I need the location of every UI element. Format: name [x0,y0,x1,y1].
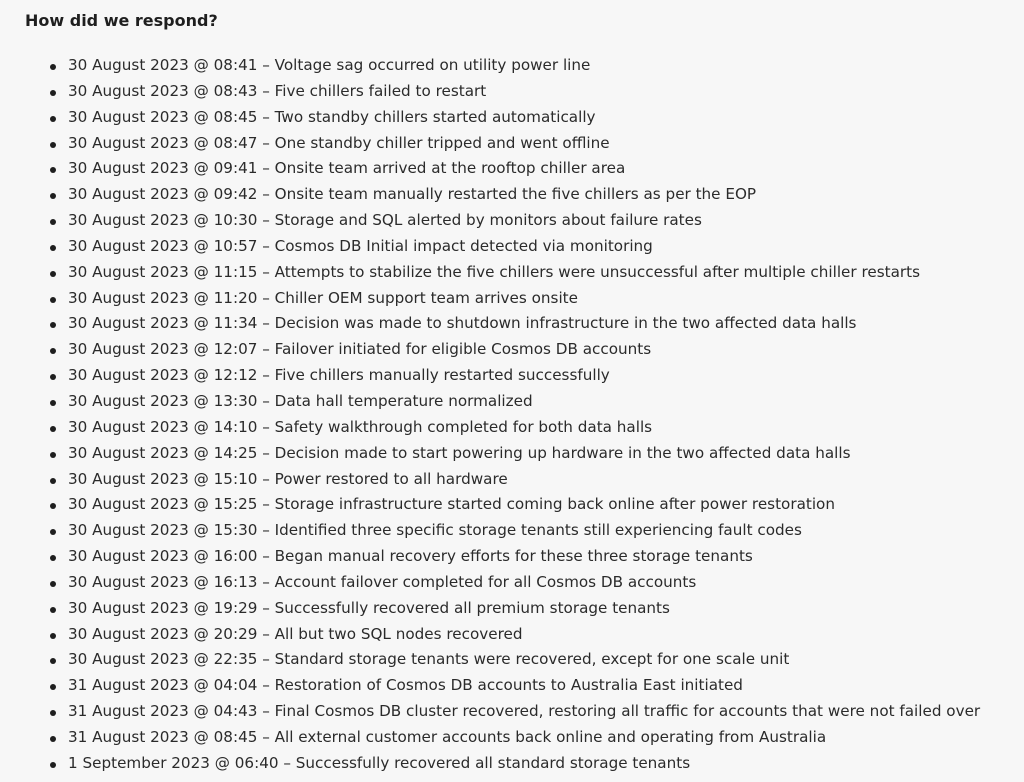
bullet-icon [50,193,56,199]
timeline-item [25,725,1024,751]
timeline-item-text: 30 August 2023 @ 12:12 – Five chillers manually restarted successfully [68,366,610,385]
timeline-item [25,647,1024,673]
timeline-item-text: 31 August 2023 @ 04:43 – Final Cosmos DB cluster recovered, restoring all traffic for accounts that were not failed over [68,702,981,721]
timeline-item-text: 1 September 2023 @ 06:40 – Successfully recovered all standard storage tenants [68,753,691,772]
bullet-icon [50,400,56,406]
timeline-item [25,622,1024,648]
bullet-icon [50,762,56,768]
timeline-item [25,363,1024,389]
timeline-item [25,208,1024,234]
timeline-item [25,105,1024,131]
bullet-icon [50,322,56,328]
bullet-icon [50,710,56,716]
bullet-icon [50,478,56,484]
timeline-item [25,53,1024,79]
timeline-item-text: 30 August 2023 @ 14:25 – Decision made to start powering up hardware in the two affected data halls [68,443,851,462]
bullet-icon [50,503,56,509]
timeline-item [25,79,1024,105]
timeline-item [25,751,1024,777]
timeline-item [25,518,1024,544]
bullet-icon [50,297,56,303]
bullet-icon [50,736,56,742]
bullet-icon [50,90,56,96]
timeline-item [25,596,1024,622]
timeline-item-text: 30 August 2023 @ 12:07 – Failover initiated for eligible Cosmos DB accounts [68,340,652,359]
bullet-icon [50,426,56,432]
timeline-item-text: 30 August 2023 @ 11:20 – Chiller OEM support team arrives onsite [68,288,578,307]
timeline-item [25,156,1024,182]
timeline-item [25,260,1024,286]
timeline-list [25,53,1024,777]
timeline-item-text: 30 August 2023 @ 10:57 – Cosmos DB Initial impact detected via monitoring [68,236,653,255]
timeline-item-text: 30 August 2023 @ 14:10 – Safety walkthrough completed for both data halls [68,417,653,436]
timeline-item [25,389,1024,415]
timeline-item-text: 30 August 2023 @ 13:30 – Data hall temperature normalized [68,391,533,410]
timeline-item-text: 30 August 2023 @ 09:41 – Onsite team arrived at the rooftop chiller area [68,159,626,178]
timeline-item [25,570,1024,596]
timeline-item-text: 30 August 2023 @ 09:42 – Onsite team manually restarted the five chillers as per the EOP [68,185,757,204]
section-heading: How did we respond? [25,11,218,30]
timeline-item-text: 31 August 2023 @ 04:04 – Restoration of Cosmos DB accounts to Australia East initiated [68,676,743,695]
timeline-item [25,492,1024,518]
timeline-item [25,182,1024,208]
bullet-icon [50,374,56,380]
timeline-item [25,286,1024,312]
timeline-item-text: 30 August 2023 @ 16:00 – Began manual recovery efforts for these three storage tenants [68,547,753,566]
bullet-icon [50,607,56,613]
timeline-item [25,131,1024,157]
bullet-icon [50,219,56,225]
timeline-item-text: 30 August 2023 @ 08:47 – One standby chiller tripped and went offline [68,133,610,152]
timeline-item [25,311,1024,337]
bullet-icon [50,555,56,561]
timeline-item [25,234,1024,260]
timeline-item [25,544,1024,570]
timeline-item-text: 30 August 2023 @ 08:45 – Two standby chillers started automatically [68,107,596,126]
timeline-item-text: 30 August 2023 @ 11:15 – Attempts to stabilize the five chillers were unsuccessful after multiple chiller restarts [68,262,920,281]
timeline-item-text: 30 August 2023 @ 22:35 – Standard storage tenants were recovered, except for one scale unit [68,650,790,669]
timeline-item-text: 30 August 2023 @ 15:25 – Storage infrastructure started coming back online after power restoration [68,495,835,514]
timeline-item-text: 30 August 2023 @ 15:10 – Power restored to all hardware [68,469,508,488]
timeline-item [25,699,1024,725]
bullet-icon [50,529,56,535]
bullet-icon [50,245,56,251]
timeline-item-text: 31 August 2023 @ 08:45 – All external customer accounts back online and operating from Australia [68,727,827,746]
bullet-icon [50,684,56,690]
timeline-item [25,337,1024,363]
timeline-item [25,441,1024,467]
timeline-item-text: 30 August 2023 @ 08:43 – Five chillers failed to restart [68,81,487,100]
timeline-item [25,673,1024,699]
bullet-icon [50,64,56,70]
timeline-item [25,467,1024,493]
bullet-icon [50,142,56,148]
timeline-item-text: 30 August 2023 @ 16:13 – Account failover completed for all Cosmos DB accounts [68,572,697,591]
timeline-item-text: 30 August 2023 @ 20:29 – All but two SQL nodes recovered [68,624,523,643]
bullet-icon [50,633,56,639]
timeline-item [25,415,1024,441]
timeline-item-text: 30 August 2023 @ 11:34 – Decision was made to shutdown infrastructure in the two affected data halls [68,314,857,333]
bullet-icon [50,271,56,277]
bullet-icon [50,116,56,122]
timeline-item-text: 30 August 2023 @ 19:29 – Successfully recovered all premium storage tenants [68,598,670,617]
timeline-item-text: 30 August 2023 @ 08:41 – Voltage sag occurred on utility power line [68,56,591,74]
timeline-item-text: 30 August 2023 @ 10:30 – Storage and SQL alerted by monitors about failure rates [68,211,702,230]
bullet-icon [50,348,56,354]
bullet-icon [50,658,56,664]
bullet-icon [50,167,56,173]
timeline-item-text: 30 August 2023 @ 15:30 – Identified three specific storage tenants still experiencing fault codes [68,521,802,540]
bullet-icon [50,581,56,587]
bullet-icon [50,452,56,458]
